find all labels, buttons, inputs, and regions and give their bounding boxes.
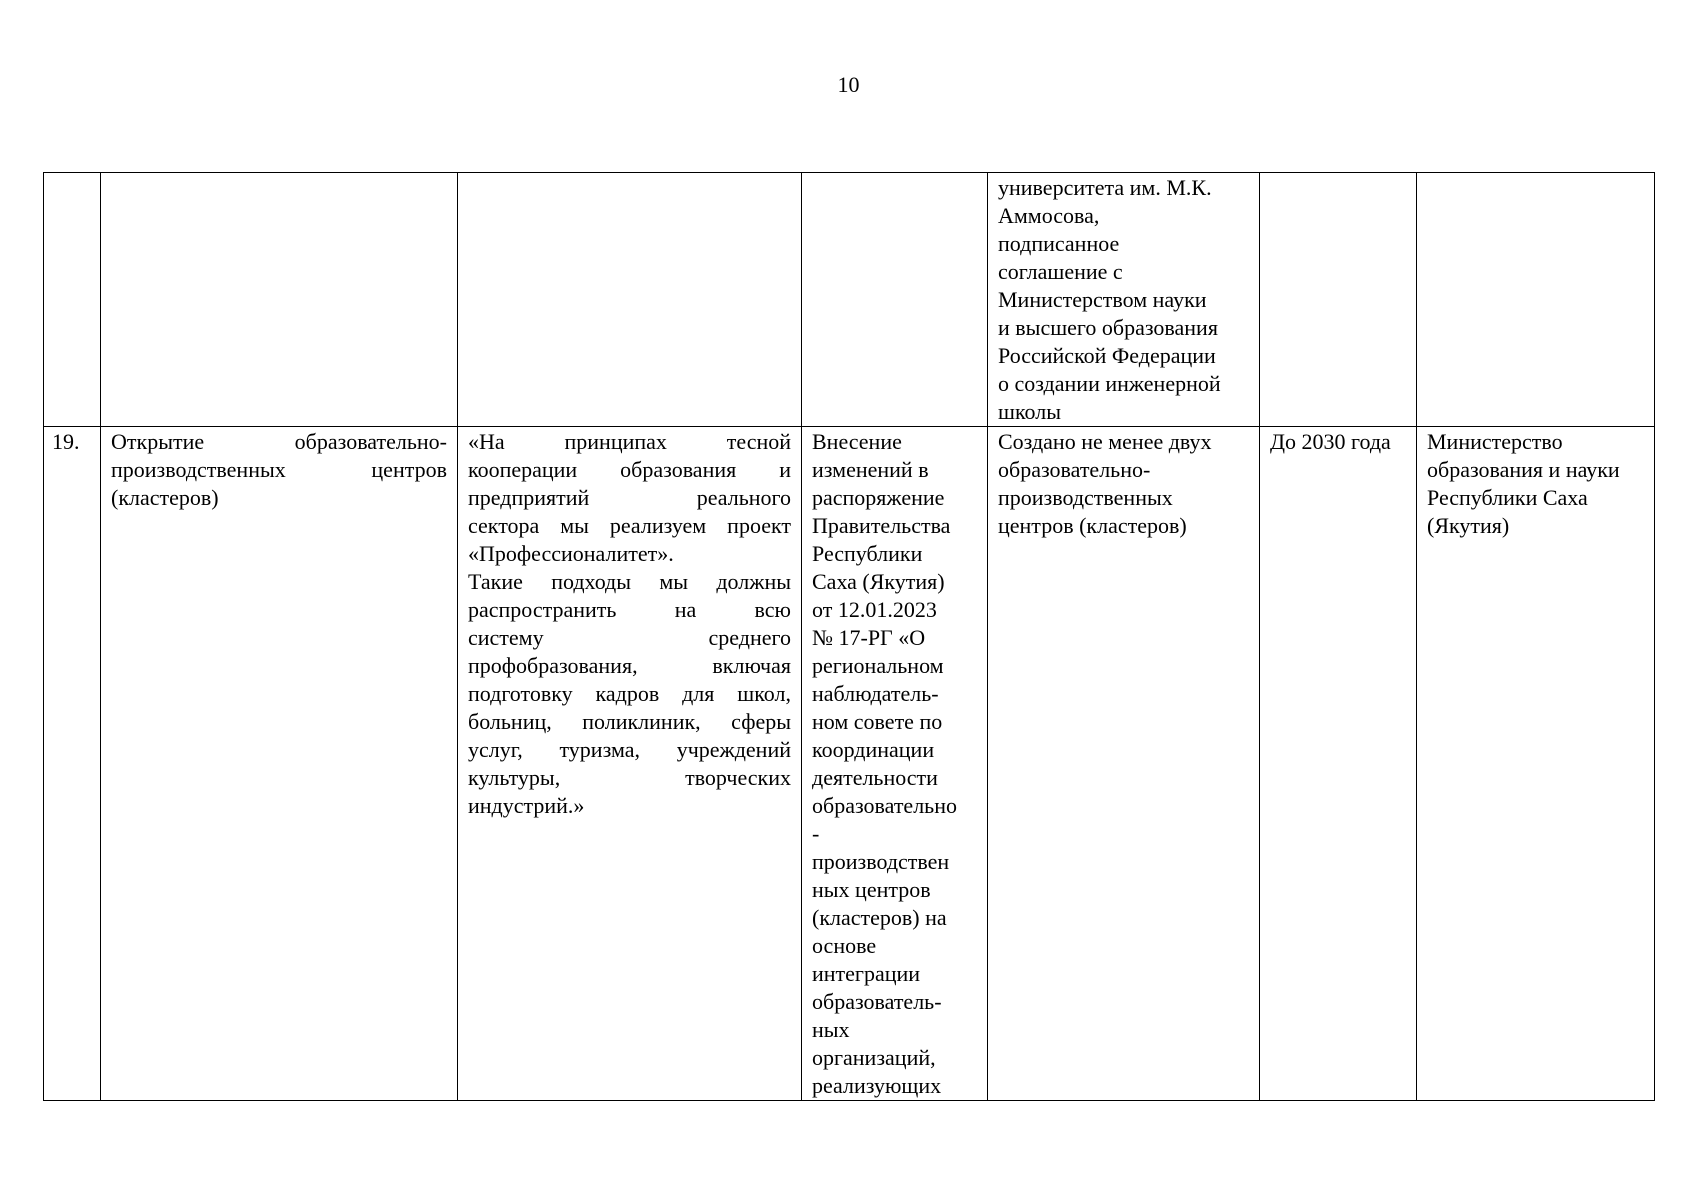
quote-line: культуры, творческих <box>468 765 791 790</box>
cell-quote <box>458 427 802 1101</box>
table-row-continuation <box>44 173 1655 427</box>
quote-line: подготовку кадров для школ, <box>468 681 791 706</box>
cell-row-number: 19. <box>44 427 101 1101</box>
page-number: 10 <box>837 72 860 97</box>
table-row-19 <box>44 427 1655 1101</box>
measures-table <box>43 172 1655 1101</box>
cell-quote-empty <box>458 173 802 427</box>
quote-line: систему среднего <box>468 625 791 650</box>
quote-line: сектора мы реализуем проект <box>468 513 791 538</box>
quote-line: индустрий.» <box>468 793 585 818</box>
measure-line: Открытие образовательно- <box>111 429 447 454</box>
cell-responsible-empty <box>1417 173 1655 427</box>
quote-line: больниц, поликлиник, сферы <box>468 709 791 734</box>
cell-number-empty <box>44 173 101 427</box>
measure-line: производственных центров <box>111 457 447 482</box>
cell-mechanism-empty <box>802 173 988 427</box>
cell-responsible: Министерство образования и науки Республики Саха (Якутия) <box>1417 427 1655 1101</box>
quote-line: распространить на всю <box>468 597 791 622</box>
quote-line: предприятий реального <box>468 485 791 510</box>
quote-line: «Профессионалитет». <box>468 541 674 566</box>
quote-line: «На принципах тесной <box>468 429 791 454</box>
cell-mechanism: Внесение изменений в распоряжение Правительства Республики Саха (Якутия) от 12.01.2023 № 17-РГ «О региональном наблюдатель- ном совете по координации деятельности образовательно - производствен ных центров (кластеров) на основе интеграции образователь- ных организаций, реализующих <box>802 427 988 1101</box>
quote-line: профобразования, включая <box>468 653 791 678</box>
cell-result: Создано не менее двух образовательно- производственных центров (кластеров) <box>988 427 1260 1101</box>
quote-line: кооперации образования и <box>468 457 791 482</box>
quote-line: услуг, туризма, учреждений <box>468 737 791 762</box>
measure-line: (кластеров) <box>111 485 219 510</box>
quote-line: Такие подходы мы должны <box>468 569 791 594</box>
cell-deadline-empty <box>1260 173 1417 427</box>
cell-result-continuation: университета им. М.К. Аммосова, подписанное соглашение с Министерством науки и высшего образования Российской Федерации о создании инженерной школы <box>988 173 1260 427</box>
cell-measure <box>101 427 458 1101</box>
cell-measure-empty <box>101 173 458 427</box>
cell-deadline: До 2030 года <box>1260 427 1417 1101</box>
